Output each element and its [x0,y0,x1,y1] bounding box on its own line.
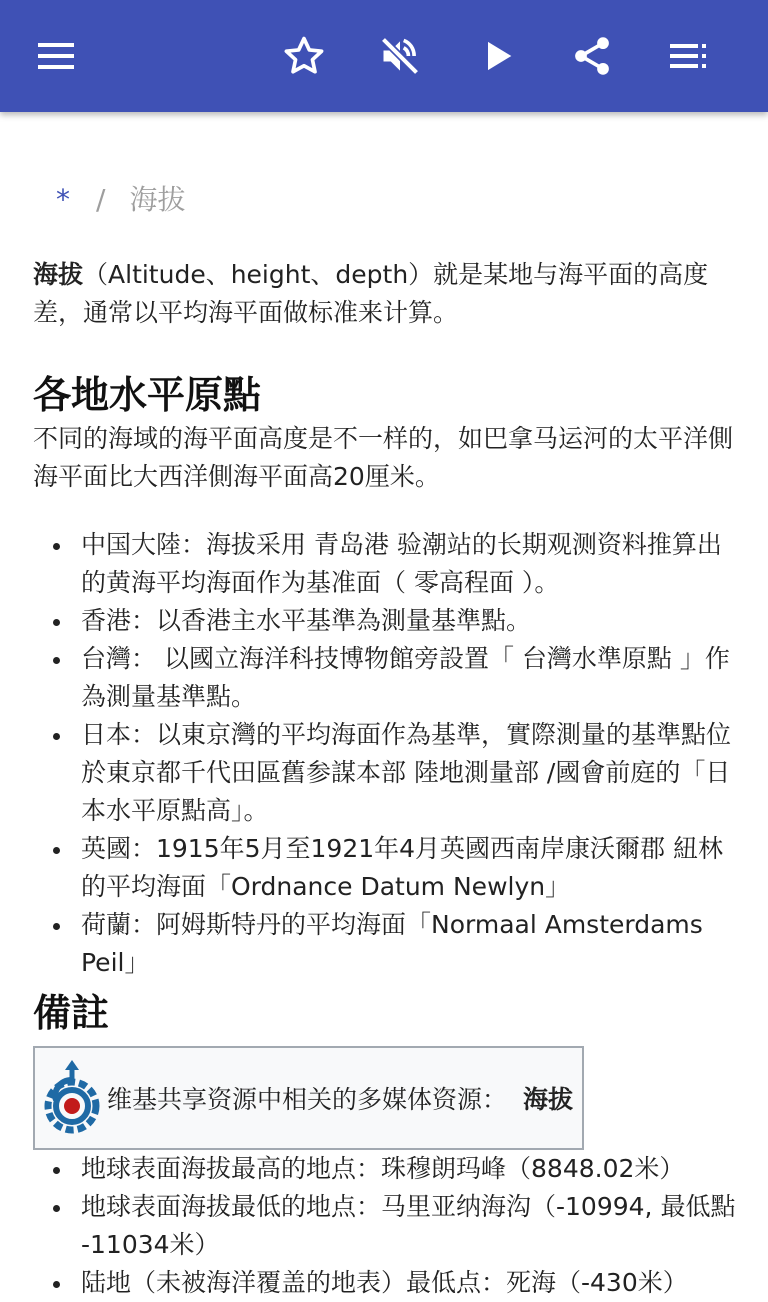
bookmark-button[interactable] [272,24,336,88]
breadcrumb [56,178,185,218]
list-item: 地球表面海拔最高的地点：珠穆朗玛峰（8848.02米） [33,1150,743,1188]
playlist-icon [668,36,708,76]
section-heading: 各地水平原點 [33,373,262,417]
datum-list [33,526,743,982]
share-button[interactable] [560,24,624,88]
list-item: 地球表面海拔最低的地点：马里亚纳海沟（-10994, 最低點 -11034米） [33,1188,743,1264]
intro-term: 海拔 [33,260,84,289]
app-toolbar [0,0,768,112]
play-button[interactable] [466,24,530,88]
intro-text: （Altitude、height、depth）就是某地与海平面的高度差，通常以平均海平面做标准来计算。 [33,260,709,327]
list-item: 日本：以東京灣的平均海面作為基準，實際測量的基準點位於東京都千代田區舊参謀本部 陸地測量部 /國會前庭的「日本水平原點高」。 [33,716,743,830]
menu-button[interactable] [24,24,88,88]
list-item: 中国大陸：海拔采用 青岛港 验潮站的长期观测资料推算出的黄海平均海面作为基准面（ 零高程面 ）。 [33,526,743,602]
volume-off-icon [378,34,422,78]
wikimedia-commons-logo [39,1058,105,1138]
article-content [33,256,743,1302]
contents-button[interactable] [656,24,720,88]
list-item: 荷蘭：阿姆斯特丹的平均海面「Normaal Amsterdams Peil」 [33,906,743,982]
mute-button[interactable] [368,24,432,88]
star-outline-icon [282,34,326,78]
commons-label: 维基共享资源中相关的多媒体资源： [107,1085,508,1114]
breadcrumb-home-link[interactable]: * [56,183,70,216]
breadcrumb-current: 海拔 [129,183,186,216]
intro-paragraph [33,256,743,332]
section-paragraph: 不同的海域的海平面高度是不一样的，如巴拿马运河的太平洋側海平面比大西洋側海平面高20厘米。 [33,424,734,491]
notes-heading: 備註 [33,991,110,1035]
notes-list [33,1150,743,1302]
menu-icon [36,36,76,76]
commons-box [33,1046,584,1150]
list-item: 香港：以香港主水平基準為測量基準點。 [33,602,743,640]
commons-text [107,1080,573,1116]
commons-link[interactable]: 海拔 [523,1085,574,1114]
list-item: 陆地（未被海洋覆盖的地表）最低点：死海（-430米） [33,1264,743,1302]
breadcrumb-separator: / [96,183,106,216]
share-icon [570,34,614,78]
list-item: 台灣： 以國立海洋科技博物館旁設置「 台灣水準原點 」作為測量基準點。 [33,640,743,716]
list-item: 英國：1915年5月至1921年4月英國西南岸康沃爾郡 紐林的平均海面「Ordnance Datum Newlyn」 [33,830,743,906]
play-icon [478,36,518,76]
